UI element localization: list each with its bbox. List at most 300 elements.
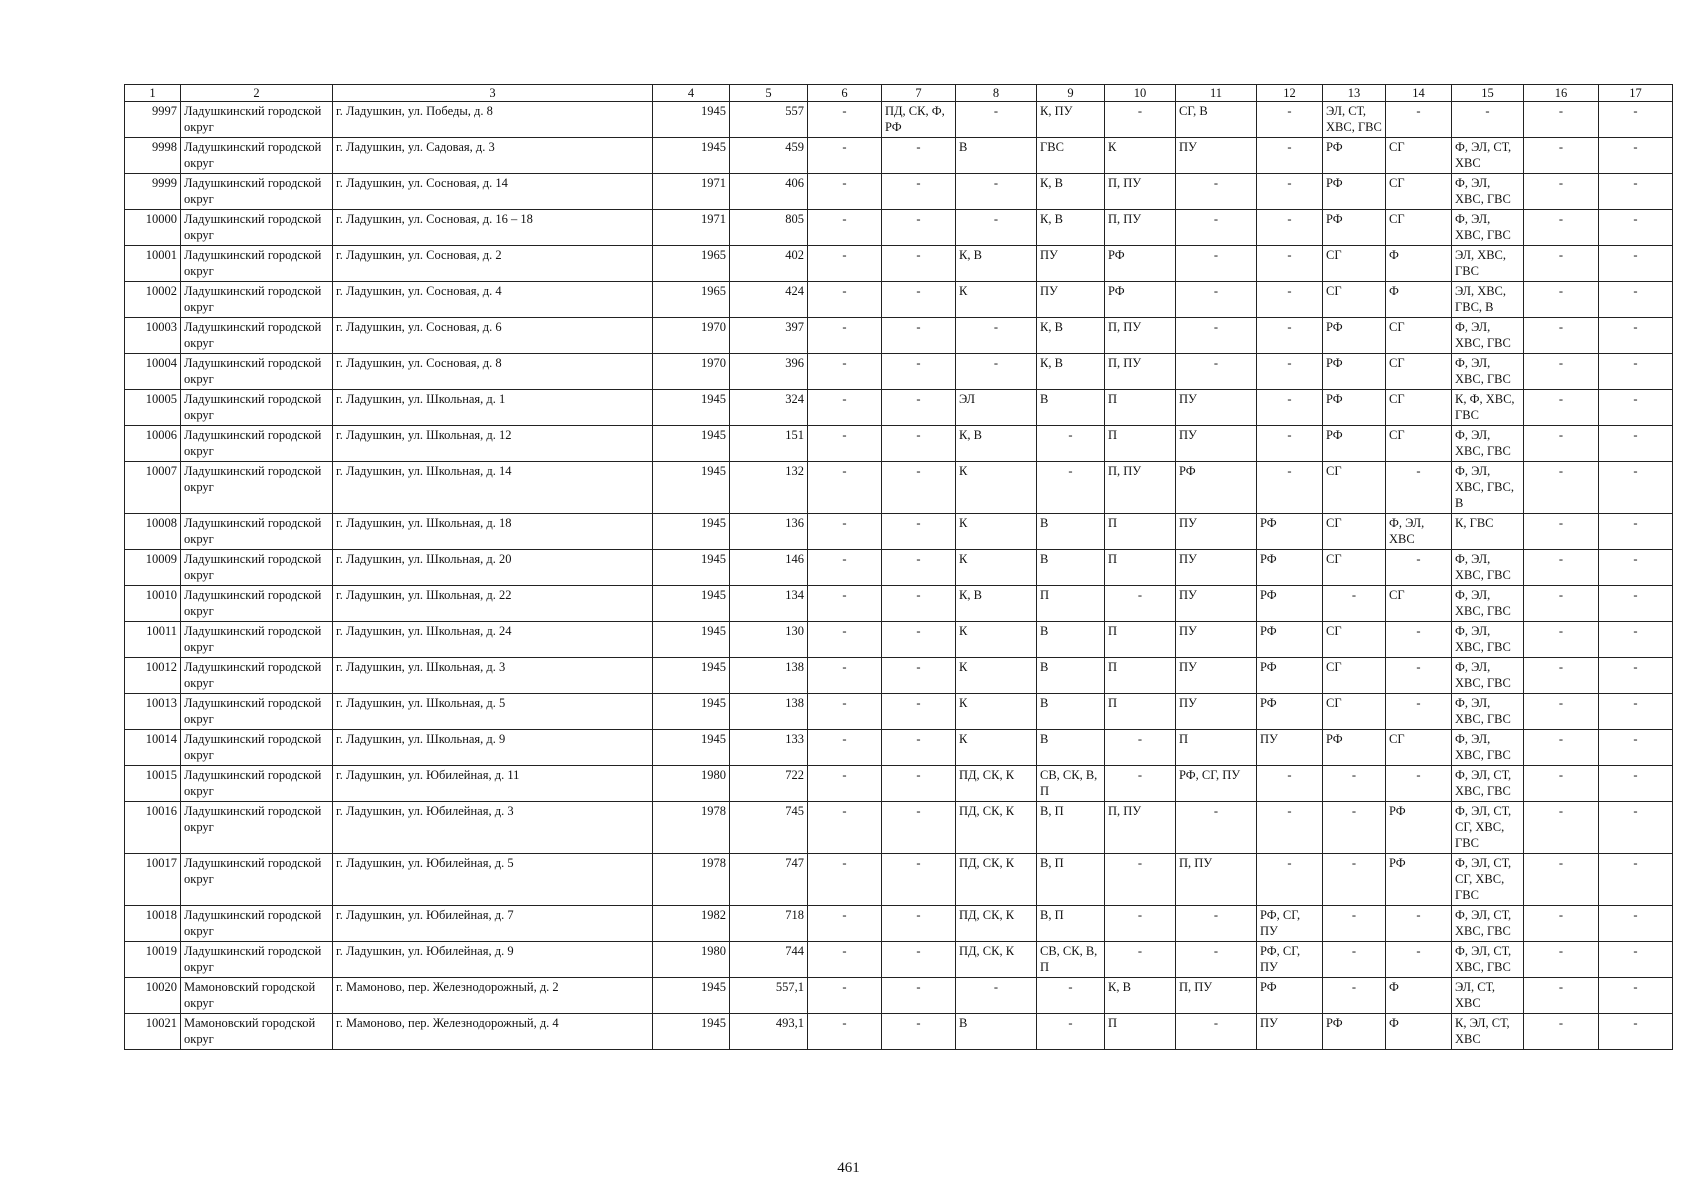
address-cell: г. Ладушкин, ул. Школьная, д. 5 (333, 694, 653, 730)
address-cell: г. Ладушкин, ул. Сосновая, д. 2 (333, 246, 653, 282)
col-17-cell: - (1599, 942, 1673, 978)
col-9-cell: В (1037, 390, 1105, 426)
col-14-cell: - (1386, 766, 1452, 802)
col-6-cell: - (808, 390, 882, 426)
col-12-cell: - (1257, 246, 1323, 282)
column-number: 17 (1599, 85, 1673, 102)
address-cell: г. Ладушкин, ул. Школьная, д. 18 (333, 514, 653, 550)
col-12-cell: - (1257, 390, 1323, 426)
district-cell: Ладушкинский городской округ (181, 694, 333, 730)
column-number: 5 (730, 85, 808, 102)
col-8-cell: К (956, 550, 1037, 586)
year-cell: 1945 (653, 102, 730, 138)
area-cell: 406 (730, 174, 808, 210)
col-13-cell: ЭЛ, СТ, ХВС, ГВС (1323, 102, 1386, 138)
row-number-cell: 10006 (125, 426, 181, 462)
col-7-cell: - (882, 978, 956, 1014)
district-cell: Ладушкинский городской округ (181, 318, 333, 354)
col-10-cell: П (1105, 426, 1176, 462)
year-cell: 1945 (653, 694, 730, 730)
col-15-cell: ЭЛ, СТ, ХВС (1452, 978, 1524, 1014)
col-12-cell: - (1257, 766, 1323, 802)
col-9-cell: В (1037, 514, 1105, 550)
col-6-cell: - (808, 210, 882, 246)
column-number: 3 (333, 85, 653, 102)
row-number-cell: 10012 (125, 658, 181, 694)
column-number: 8 (956, 85, 1037, 102)
row-number-cell: 10007 (125, 462, 181, 514)
row-number-cell: 10015 (125, 766, 181, 802)
table-row (125, 550, 1673, 586)
col-10-cell: П (1105, 694, 1176, 730)
address-cell: г. Ладушкин, ул. Юбилейная, д. 3 (333, 802, 653, 854)
col-17-cell: - (1599, 246, 1673, 282)
col-13-cell: РФ (1323, 354, 1386, 390)
row-number-cell: 10004 (125, 354, 181, 390)
col-13-cell: РФ (1323, 1014, 1386, 1050)
area-cell: 557 (730, 102, 808, 138)
row-number-cell: 10018 (125, 906, 181, 942)
col-8-cell: В (956, 1014, 1037, 1050)
column-number-row (125, 85, 1673, 102)
col-15-cell: - (1452, 102, 1524, 138)
district-cell: Ладушкинский городской округ (181, 514, 333, 550)
col-6-cell: - (808, 282, 882, 318)
col-13-cell: СГ (1323, 550, 1386, 586)
table-row (125, 282, 1673, 318)
col-13-cell: СГ (1323, 622, 1386, 658)
table-row (125, 978, 1673, 1014)
col-11-cell: РФ (1176, 462, 1257, 514)
col-8-cell: - (956, 354, 1037, 390)
col-8-cell: - (956, 318, 1037, 354)
col-11-cell: - (1176, 1014, 1257, 1050)
col-10-cell: РФ (1105, 246, 1176, 282)
col-17-cell: - (1599, 390, 1673, 426)
district-cell: Ладушкинский городской округ (181, 658, 333, 694)
col-16-cell: - (1524, 138, 1599, 174)
year-cell: 1945 (653, 390, 730, 426)
col-8-cell: В (956, 138, 1037, 174)
area-cell: 133 (730, 730, 808, 766)
column-number: 1 (125, 85, 181, 102)
address-cell: г. Мамоново, пер. Железнодорожный, д. 4 (333, 1014, 653, 1050)
col-13-cell: РФ (1323, 174, 1386, 210)
col-7-cell: - (882, 906, 956, 942)
col-12-cell: РФ (1257, 550, 1323, 586)
row-number-cell: 9998 (125, 138, 181, 174)
district-cell: Ладушкинский городской округ (181, 586, 333, 622)
col-6-cell: - (808, 426, 882, 462)
col-10-cell: П, ПУ (1105, 802, 1176, 854)
address-cell: г. Ладушкин, ул. Школьная, д. 24 (333, 622, 653, 658)
column-number: 10 (1105, 85, 1176, 102)
col-6-cell: - (808, 1014, 882, 1050)
table-row (125, 1014, 1673, 1050)
col-9-cell: В, П (1037, 854, 1105, 906)
col-7-cell: ПД, СК, Ф, РФ (882, 102, 956, 138)
col-9-cell: - (1037, 426, 1105, 462)
table-row (125, 694, 1673, 730)
row-number-cell: 10011 (125, 622, 181, 658)
area-cell: 402 (730, 246, 808, 282)
col-15-cell: Ф, ЭЛ, ХВС, ГВС (1452, 354, 1524, 390)
col-15-cell: Ф, ЭЛ, ХВС, ГВС, В (1452, 462, 1524, 514)
col-11-cell: П, ПУ (1176, 854, 1257, 906)
district-cell: Ладушкинский городской округ (181, 854, 333, 906)
year-cell: 1971 (653, 210, 730, 246)
col-14-cell: СГ (1386, 390, 1452, 426)
col-15-cell: Ф, ЭЛ, ХВС, ГВС (1452, 622, 1524, 658)
col-11-cell: ПУ (1176, 694, 1257, 730)
col-15-cell: К, ЭЛ, СТ, ХВС (1452, 1014, 1524, 1050)
col-10-cell: - (1105, 586, 1176, 622)
col-6-cell: - (808, 318, 882, 354)
row-number-cell: 10021 (125, 1014, 181, 1050)
year-cell: 1945 (653, 730, 730, 766)
col-16-cell: - (1524, 658, 1599, 694)
address-cell: г. Ладушкин, ул. Юбилейная, д. 5 (333, 854, 653, 906)
col-14-cell: СГ (1386, 174, 1452, 210)
col-14-cell: Ф (1386, 978, 1452, 1014)
col-7-cell: - (882, 514, 956, 550)
col-9-cell: В, П (1037, 906, 1105, 942)
col-14-cell: - (1386, 102, 1452, 138)
row-number-cell: 10014 (125, 730, 181, 766)
col-16-cell: - (1524, 694, 1599, 730)
col-7-cell: - (882, 138, 956, 174)
col-17-cell: - (1599, 766, 1673, 802)
col-6-cell: - (808, 102, 882, 138)
area-cell: 805 (730, 210, 808, 246)
col-16-cell: - (1524, 210, 1599, 246)
col-12-cell: ПУ (1257, 1014, 1323, 1050)
col-15-cell: Ф, ЭЛ, СТ, ХВС (1452, 138, 1524, 174)
col-14-cell: - (1386, 694, 1452, 730)
col-9-cell: В (1037, 694, 1105, 730)
col-6-cell: - (808, 246, 882, 282)
col-7-cell: - (882, 942, 956, 978)
col-10-cell: К (1105, 138, 1176, 174)
table-row (125, 854, 1673, 906)
col-17-cell: - (1599, 622, 1673, 658)
col-9-cell: К, В (1037, 318, 1105, 354)
col-6-cell: - (808, 978, 882, 1014)
col-8-cell: К (956, 694, 1037, 730)
address-cell: г. Ладушкин, ул. Юбилейная, д. 9 (333, 942, 653, 978)
col-15-cell: Ф, ЭЛ, ХВС, ГВС (1452, 730, 1524, 766)
address-cell: г. Ладушкин, ул. Сосновая, д. 16 – 18 (333, 210, 653, 246)
column-number: 16 (1524, 85, 1599, 102)
column-number: 12 (1257, 85, 1323, 102)
column-number: 11 (1176, 85, 1257, 102)
col-16-cell: - (1524, 802, 1599, 854)
col-7-cell: - (882, 210, 956, 246)
col-10-cell: П (1105, 550, 1176, 586)
col-12-cell: - (1257, 854, 1323, 906)
col-16-cell: - (1524, 854, 1599, 906)
district-cell: Ладушкинский городской округ (181, 138, 333, 174)
area-cell: 397 (730, 318, 808, 354)
column-number: 7 (882, 85, 956, 102)
col-10-cell: РФ (1105, 282, 1176, 318)
col-17-cell: - (1599, 1014, 1673, 1050)
col-14-cell: - (1386, 906, 1452, 942)
col-17-cell: - (1599, 354, 1673, 390)
col-7-cell: - (882, 658, 956, 694)
area-cell: 136 (730, 514, 808, 550)
col-11-cell: - (1176, 942, 1257, 978)
col-7-cell: - (882, 550, 956, 586)
col-13-cell: РФ (1323, 138, 1386, 174)
area-cell: 134 (730, 586, 808, 622)
table-row (125, 730, 1673, 766)
col-12-cell: - (1257, 426, 1323, 462)
col-12-cell: - (1257, 462, 1323, 514)
table-row (125, 514, 1673, 550)
area-cell: 396 (730, 354, 808, 390)
year-cell: 1945 (653, 978, 730, 1014)
col-7-cell: - (882, 854, 956, 906)
col-9-cell: К, В (1037, 354, 1105, 390)
col-12-cell: - (1257, 102, 1323, 138)
col-6-cell: - (808, 354, 882, 390)
col-7-cell: - (882, 246, 956, 282)
col-13-cell: СГ (1323, 246, 1386, 282)
col-7-cell: - (882, 174, 956, 210)
col-7-cell: - (882, 622, 956, 658)
year-cell: 1980 (653, 766, 730, 802)
col-6-cell: - (808, 766, 882, 802)
district-cell: Ладушкинский городской округ (181, 942, 333, 978)
district-cell: Ладушкинский городской округ (181, 174, 333, 210)
col-11-cell: П, ПУ (1176, 978, 1257, 1014)
col-7-cell: - (882, 766, 956, 802)
col-11-cell: ПУ (1176, 622, 1257, 658)
col-14-cell: СГ (1386, 354, 1452, 390)
col-15-cell: Ф, ЭЛ, ХВС, ГВС (1452, 694, 1524, 730)
area-cell: 744 (730, 942, 808, 978)
col-14-cell: СГ (1386, 318, 1452, 354)
table-row (125, 906, 1673, 942)
row-number-cell: 10001 (125, 246, 181, 282)
col-13-cell: РФ (1323, 390, 1386, 426)
district-cell: Ладушкинский городской округ (181, 390, 333, 426)
area-cell: 557,1 (730, 978, 808, 1014)
address-cell: г. Ладушкин, ул. Юбилейная, д. 11 (333, 766, 653, 802)
year-cell: 1965 (653, 246, 730, 282)
col-16-cell: - (1524, 282, 1599, 318)
col-12-cell: РФ (1257, 978, 1323, 1014)
col-15-cell: Ф, ЭЛ, ХВС, ГВС (1452, 318, 1524, 354)
col-10-cell: П, ПУ (1105, 462, 1176, 514)
col-16-cell: - (1524, 174, 1599, 210)
col-7-cell: - (882, 390, 956, 426)
col-6-cell: - (808, 906, 882, 942)
col-11-cell: - (1176, 906, 1257, 942)
column-number: 2 (181, 85, 333, 102)
area-cell: 722 (730, 766, 808, 802)
col-12-cell: - (1257, 802, 1323, 854)
col-9-cell: В, П (1037, 802, 1105, 854)
col-13-cell: - (1323, 978, 1386, 1014)
area-cell: 138 (730, 658, 808, 694)
col-10-cell: - (1105, 942, 1176, 978)
col-15-cell: Ф, ЭЛ, СТ, ХВС, ГВС (1452, 906, 1524, 942)
row-number-cell: 10008 (125, 514, 181, 550)
column-number: 14 (1386, 85, 1452, 102)
col-17-cell: - (1599, 854, 1673, 906)
table-row (125, 586, 1673, 622)
area-cell: 459 (730, 138, 808, 174)
row-number-cell: 10002 (125, 282, 181, 318)
col-7-cell: - (882, 586, 956, 622)
col-15-cell: Ф, ЭЛ, ХВС, ГВС (1452, 550, 1524, 586)
row-number-cell: 10020 (125, 978, 181, 1014)
col-10-cell: П, ПУ (1105, 210, 1176, 246)
district-cell: Ладушкинский городской округ (181, 282, 333, 318)
address-cell: г. Ладушкин, ул. Победы, д. 8 (333, 102, 653, 138)
col-14-cell: - (1386, 658, 1452, 694)
col-15-cell: Ф, ЭЛ, ХВС, ГВС (1452, 658, 1524, 694)
row-number-cell: 10005 (125, 390, 181, 426)
col-9-cell: К, В (1037, 174, 1105, 210)
year-cell: 1945 (653, 586, 730, 622)
district-cell: Ладушкинский городской округ (181, 246, 333, 282)
column-number: 15 (1452, 85, 1524, 102)
year-cell: 1970 (653, 318, 730, 354)
area-cell: 424 (730, 282, 808, 318)
table-row (125, 354, 1673, 390)
col-8-cell: ЭЛ (956, 390, 1037, 426)
col-8-cell: - (956, 102, 1037, 138)
col-17-cell: - (1599, 802, 1673, 854)
col-12-cell: РФ (1257, 694, 1323, 730)
year-cell: 1945 (653, 138, 730, 174)
col-15-cell: ЭЛ, ХВС, ГВС, В (1452, 282, 1524, 318)
col-12-cell: - (1257, 354, 1323, 390)
col-14-cell: СГ (1386, 426, 1452, 462)
year-cell: 1965 (653, 282, 730, 318)
address-cell: г. Ладушкин, ул. Школьная, д. 1 (333, 390, 653, 426)
table-row (125, 318, 1673, 354)
col-12-cell: - (1257, 174, 1323, 210)
col-16-cell: - (1524, 906, 1599, 942)
col-12-cell: - (1257, 210, 1323, 246)
address-cell: г. Ладушкин, ул. Школьная, д. 14 (333, 462, 653, 514)
address-cell: г. Ладушкин, ул. Сосновая, д. 6 (333, 318, 653, 354)
col-6-cell: - (808, 138, 882, 174)
col-6-cell: - (808, 694, 882, 730)
col-8-cell: К (956, 514, 1037, 550)
col-8-cell: - (956, 174, 1037, 210)
col-13-cell: СГ (1323, 462, 1386, 514)
col-8-cell: К (956, 462, 1037, 514)
area-cell: 493,1 (730, 1014, 808, 1050)
page-number: 461 (837, 1160, 860, 1176)
year-cell: 1945 (653, 426, 730, 462)
col-12-cell: ПУ (1257, 730, 1323, 766)
col-12-cell: - (1257, 318, 1323, 354)
table-row (125, 390, 1673, 426)
col-16-cell: - (1524, 514, 1599, 550)
col-11-cell: - (1176, 318, 1257, 354)
district-cell: Ладушкинский городской округ (181, 622, 333, 658)
col-12-cell: РФ (1257, 658, 1323, 694)
col-16-cell: - (1524, 622, 1599, 658)
col-9-cell: - (1037, 1014, 1105, 1050)
col-11-cell: СГ, В (1176, 102, 1257, 138)
col-11-cell: - (1176, 802, 1257, 854)
col-10-cell: - (1105, 730, 1176, 766)
col-16-cell: - (1524, 354, 1599, 390)
col-11-cell: ПУ (1176, 586, 1257, 622)
table-row (125, 622, 1673, 658)
col-17-cell: - (1599, 906, 1673, 942)
col-11-cell: ПУ (1176, 426, 1257, 462)
address-cell: г. Ладушкин, ул. Школьная, д. 9 (333, 730, 653, 766)
year-cell: 1978 (653, 854, 730, 906)
address-cell: г. Ладушкин, ул. Сосновая, д. 8 (333, 354, 653, 390)
col-16-cell: - (1524, 426, 1599, 462)
table-row (125, 802, 1673, 854)
col-16-cell: - (1524, 390, 1599, 426)
col-8-cell: К, В (956, 586, 1037, 622)
col-17-cell: - (1599, 174, 1673, 210)
year-cell: 1945 (653, 622, 730, 658)
district-cell: Ладушкинский городской округ (181, 102, 333, 138)
col-13-cell: СГ (1323, 658, 1386, 694)
col-10-cell: П (1105, 390, 1176, 426)
col-10-cell: П, ПУ (1105, 318, 1176, 354)
district-cell: Ладушкинский городской округ (181, 802, 333, 854)
address-cell: г. Ладушкин, ул. Сосновая, д. 14 (333, 174, 653, 210)
col-15-cell: Ф, ЭЛ, СТ, ХВС, ГВС (1452, 942, 1524, 978)
col-8-cell: К (956, 730, 1037, 766)
col-15-cell: Ф, ЭЛ, ХВС, ГВС (1452, 174, 1524, 210)
table-row (125, 246, 1673, 282)
col-15-cell: ЭЛ, ХВС, ГВС (1452, 246, 1524, 282)
col-10-cell: - (1105, 102, 1176, 138)
table-row (125, 426, 1673, 462)
col-17-cell: - (1599, 694, 1673, 730)
column-number: 4 (653, 85, 730, 102)
col-17-cell: - (1599, 978, 1673, 1014)
col-16-cell: - (1524, 1014, 1599, 1050)
col-13-cell: СГ (1323, 514, 1386, 550)
district-cell: Ладушкинский городской округ (181, 550, 333, 586)
year-cell: 1970 (653, 354, 730, 390)
col-16-cell: - (1524, 318, 1599, 354)
col-12-cell: - (1257, 138, 1323, 174)
address-cell: г. Ладушкин, ул. Школьная, д. 12 (333, 426, 653, 462)
col-8-cell: ПД, СК, К (956, 802, 1037, 854)
year-cell: 1978 (653, 802, 730, 854)
col-6-cell: - (808, 586, 882, 622)
col-16-cell: - (1524, 550, 1599, 586)
col-11-cell: ПУ (1176, 658, 1257, 694)
col-17-cell: - (1599, 514, 1673, 550)
col-17-cell: - (1599, 462, 1673, 514)
col-7-cell: - (882, 282, 956, 318)
col-11-cell: - (1176, 354, 1257, 390)
col-6-cell: - (808, 854, 882, 906)
col-11-cell: - (1176, 174, 1257, 210)
col-11-cell: РФ, СГ, ПУ (1176, 766, 1257, 802)
col-9-cell: СВ, СК, В, П (1037, 766, 1105, 802)
col-6-cell: - (808, 942, 882, 978)
col-13-cell: - (1323, 906, 1386, 942)
